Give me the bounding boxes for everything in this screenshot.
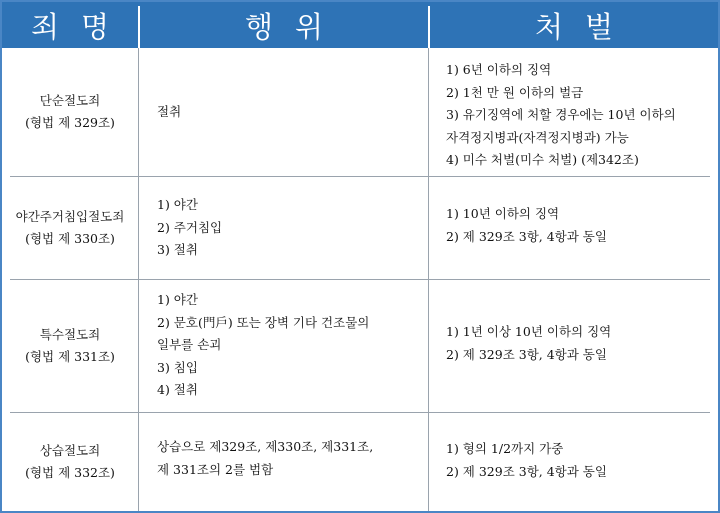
crime-article: (형법 제 330조)	[25, 231, 115, 246]
header-act: 행위	[244, 9, 346, 44]
table-row	[2, 177, 718, 279]
crime-article: (형법 제 329조)	[25, 115, 115, 130]
act-line: 1) 야간	[157, 197, 198, 212]
table-header	[2, 2, 718, 48]
crime-article: (형법 제 332조)	[25, 465, 115, 480]
table-row	[2, 280, 718, 412]
act-line: 제 331조의 2를 범함	[157, 461, 274, 477]
table-row	[2, 413, 718, 511]
punishment-line: 1) 형의 1/2까지 가중	[446, 441, 564, 456]
act-line: 1) 야간	[157, 292, 198, 307]
crime-cell	[2, 177, 138, 279]
punishment-line: 2) 1천 만 원 이하의 벌금	[446, 84, 584, 100]
punishment-line: 1) 10년 이하의 징역	[446, 206, 560, 221]
act-line: 2) 문호(門戶) 또는 장벽 기타 건조물의	[157, 314, 370, 330]
act-line: 2) 주거침입	[157, 219, 223, 235]
punishment-cell	[446, 59, 716, 172]
punishment-line: 1) 1년 이상 10년 이하의 징역	[446, 324, 612, 339]
crime-article: (형법 제 331조)	[25, 349, 115, 364]
act-cell	[157, 436, 427, 481]
act-line: 3) 절취	[157, 242, 198, 257]
punishment-line: 자격정지병과(자격정지병과) 가능	[446, 129, 629, 145]
punishment-line: 2) 제 329조 3항, 4항과 동일	[446, 346, 607, 362]
crime-cell	[2, 48, 138, 176]
punishment-cell	[446, 203, 716, 248]
punishment-line: 2) 제 329조 3항, 4항과 동일	[446, 463, 607, 479]
act-cell	[157, 101, 427, 124]
act-line: 절취	[157, 104, 182, 119]
act-line: 3) 침입	[157, 359, 198, 375]
act-cell	[157, 194, 427, 262]
table-row	[2, 48, 718, 176]
punishment-cell	[446, 438, 716, 483]
header-punishment: 처벌	[534, 9, 636, 44]
act-cell	[157, 289, 427, 402]
punishment-line: 4) 미수 처벌(미수 처벌) (제342조)	[446, 152, 639, 167]
crime-cell	[2, 413, 138, 511]
act-line: 상습으로 제329조, 제330조, 제331조,	[157, 439, 374, 454]
act-line: 4) 절취	[157, 382, 198, 397]
act-line: 일부를 손괴	[157, 337, 222, 352]
punishment-line: 2) 제 329조 3항, 4항과 동일	[446, 228, 607, 244]
punishment-cell	[446, 321, 716, 366]
crime-name: 특수절도죄	[39, 326, 101, 342]
crime-name: 단순절도죄	[39, 92, 101, 108]
crime-name: 야간주거침입절도죄	[15, 208, 125, 224]
crime-name: 상습절도죄	[39, 442, 101, 458]
header-crime: 죄명	[30, 9, 132, 44]
punishment-line: 1) 6년 이하의 징역	[446, 62, 552, 77]
punishment-line: 3) 유기징역에 처할 경우에는 10년 이하의	[446, 107, 676, 122]
crime-cell	[2, 280, 138, 412]
